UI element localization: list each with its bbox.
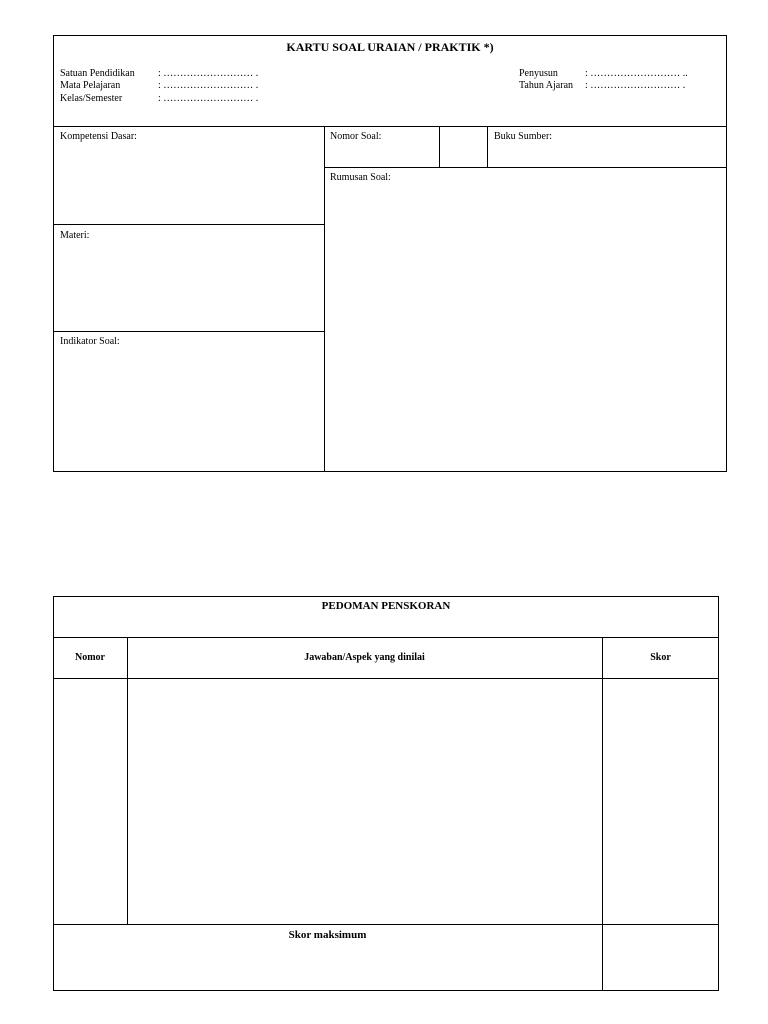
scoring-title: PEDOMAN PENSKORAN xyxy=(321,600,451,612)
label-satuan-pendidikan: Satuan Pendidikan xyxy=(60,68,135,79)
label-kelas-semester: Kelas/Semester xyxy=(60,93,123,104)
skor-maksimum-label: Skor maksimum xyxy=(288,929,367,941)
materi-label: Materi: xyxy=(60,230,90,241)
header-divider xyxy=(53,126,727,127)
skor-column-divider xyxy=(602,637,603,991)
rumusan-soal-label: Rumusan Soal: xyxy=(330,172,391,183)
value-satuan-pendidikan: : ……………………… . xyxy=(158,68,259,79)
col-skor-header: Skor xyxy=(650,652,671,663)
indikator-top-divider xyxy=(53,331,324,332)
value-tahun-ajaran: : ……………………… . xyxy=(585,80,686,91)
label-tahun-ajaran: Tahun Ajaran xyxy=(519,80,574,91)
indikator-soal-label: Indikator Soal: xyxy=(60,336,120,347)
nomor-soal-divider xyxy=(439,126,440,167)
value-mata-pelajaran: : ……………………… . xyxy=(158,80,259,91)
nomor-soal-label: Nomor Soal: xyxy=(330,131,382,142)
rumusan-top-divider xyxy=(324,167,727,168)
col-jawaban-header: Jawaban/Aspek yang dinilai xyxy=(304,652,425,663)
scoring-footer-top xyxy=(53,924,719,925)
scoring-header-top xyxy=(53,637,719,638)
label-mata-pelajaran: Mata Pelajaran xyxy=(60,80,121,91)
label-penyusun: Penyusun xyxy=(519,68,558,79)
buku-sumber-divider xyxy=(487,126,488,167)
scoring-header-bottom xyxy=(53,678,719,679)
materi-top-divider xyxy=(53,224,324,225)
value-kelas-semester: : ……………………… . xyxy=(158,93,259,104)
question-card xyxy=(53,35,727,472)
card-title: KARTU SOAL URAIAN / PRAKTIK *) xyxy=(286,40,494,54)
value-penyusun: : ……………………… .. xyxy=(585,68,688,79)
col-nomor-header: Nomor xyxy=(75,652,105,663)
left-column-divider xyxy=(324,126,325,472)
nomor-column-divider xyxy=(127,637,128,924)
buku-sumber-label: Buku Sumber: xyxy=(494,131,553,142)
kompetensi-dasar-label: Kompetensi Dasar: xyxy=(60,131,137,142)
